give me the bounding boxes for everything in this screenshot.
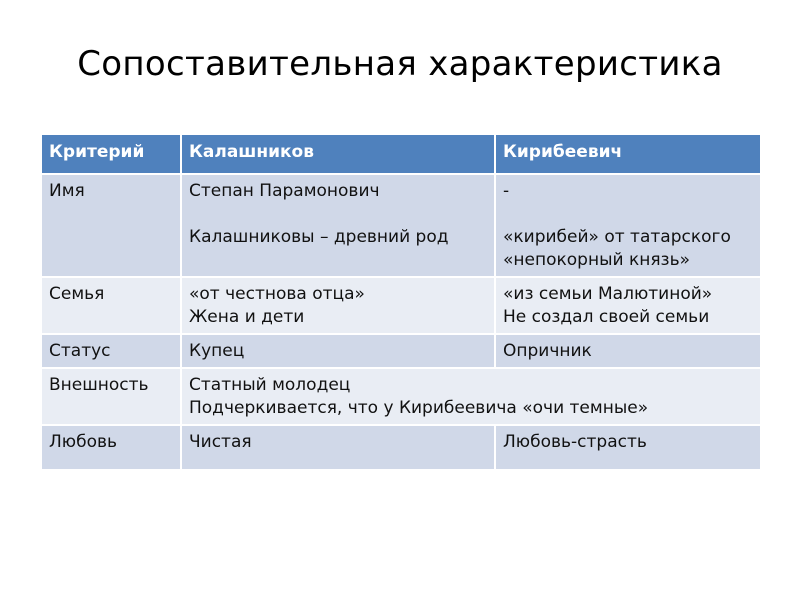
table-row-family xyxy=(41,277,761,334)
cell-criterion-status: Статус xyxy=(41,334,181,368)
cell-kiribeevich-love: Любовь-страсть xyxy=(495,425,761,470)
appearance-line-2: Подчеркивается, что у Кирибеевича «очи темные» xyxy=(189,398,649,418)
cell-kalashnikov-love: Чистая xyxy=(181,425,495,470)
kalashnikov-name-text: Степан Парамонович xyxy=(189,181,380,201)
kiribeevich-family-own-text: Не создал своей семьи xyxy=(503,307,710,327)
cell-kiribeevich-family xyxy=(495,277,761,334)
kalashnikov-family-line-text: Калашниковы – древний род xyxy=(189,227,449,247)
table-row-love xyxy=(41,425,761,470)
table-row-name xyxy=(41,174,761,277)
cell-kalashnikov-name xyxy=(181,174,495,277)
table-row-status xyxy=(41,334,761,368)
header-kiribeevich: Кирибеевич xyxy=(495,134,761,174)
header-criterion: Критерий xyxy=(41,134,181,174)
kiribeevich-family-origin-text: «из семьи Малютиной» xyxy=(503,284,713,304)
kalashnikov-family-origin-text: «от честнова отца» xyxy=(189,284,365,304)
cell-kiribeevich-status: Опричник xyxy=(495,334,761,368)
appearance-line-1: Статный молодец xyxy=(189,375,351,395)
table-header-row xyxy=(41,134,761,174)
kiribeevich-name-text: - xyxy=(503,181,510,201)
cell-criterion-appearance: Внешность xyxy=(41,368,181,425)
kalashnikov-family-members-text: Жена и дети xyxy=(189,307,305,327)
table-row-appearance xyxy=(41,368,761,425)
header-kalashnikov: Калашников xyxy=(181,134,495,174)
cell-criterion-name: Имя xyxy=(41,174,181,277)
comparison-table xyxy=(40,133,762,471)
cell-criterion-love: Любовь xyxy=(41,425,181,470)
cell-appearance-merged xyxy=(181,368,761,425)
cell-kalashnikov-family xyxy=(181,277,495,334)
kiribeevich-name-origin-text: «кирибей» от татарского «непокорный князь» xyxy=(503,227,731,270)
cell-criterion-family: Семья xyxy=(41,277,181,334)
slide-title: Сопоставительная характеристика xyxy=(77,44,723,84)
cell-kalashnikov-status: Купец xyxy=(181,334,495,368)
cell-kiribeevich-name xyxy=(495,174,761,277)
